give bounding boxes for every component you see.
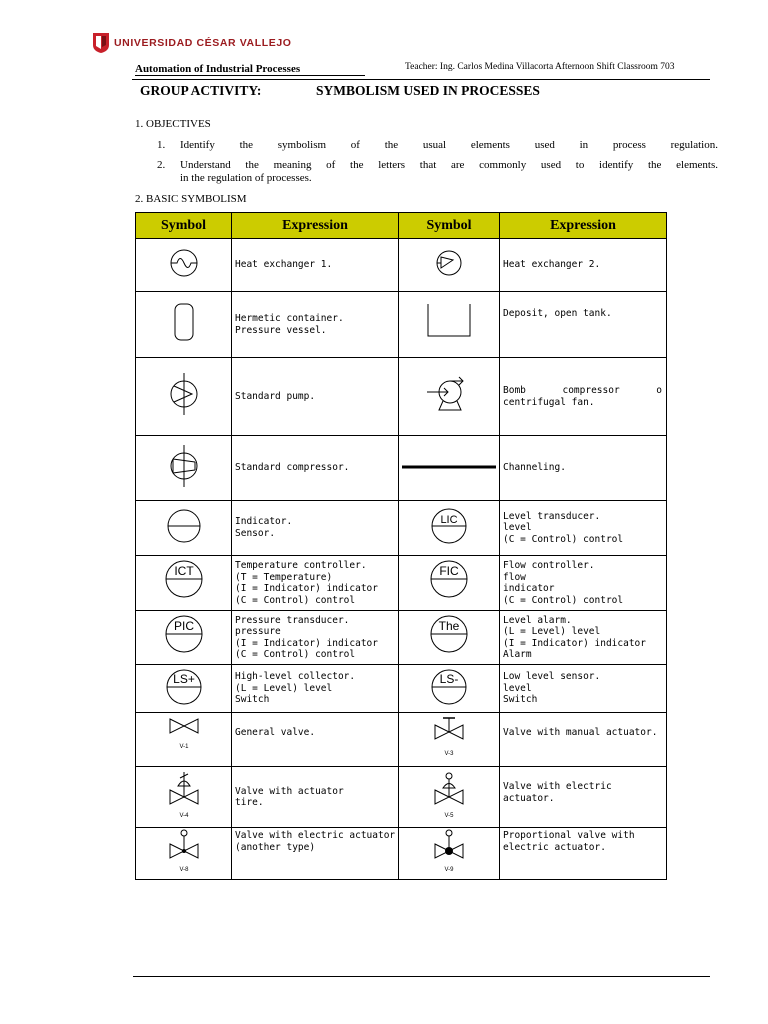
expression-line: Valve with manual actuator.	[503, 727, 658, 738]
objective-text: Understand the meaning of the letters that are commonly used to identify the elements.	[180, 159, 718, 171]
expression-line: Valve with electric actuator.	[503, 781, 612, 804]
teacher-info: Teacher: Ing. Carlos Medina Villacorta Afternoon Shift Classroom 703	[405, 62, 675, 72]
column-header-expression: Expression	[232, 213, 399, 239]
expression-line: (I = Indicator) indicator	[235, 637, 378, 649]
temperature-controller-icon	[163, 558, 205, 600]
expression-cell	[232, 556, 399, 611]
expression-line: (I = Indicator) indicator	[235, 583, 378, 594]
symbol-cell	[399, 665, 500, 713]
expression-cell	[232, 358, 399, 436]
table-row	[136, 713, 667, 767]
expression-line: Level alarm.	[503, 614, 572, 626]
column-header-symbol: Symbol	[399, 213, 500, 239]
proportional-valve-icon	[429, 828, 469, 874]
lic-tag: LIC	[440, 513, 458, 526]
course-name: Automation of Industrial Processes	[135, 63, 301, 75]
expression-line: tire.	[235, 797, 264, 808]
expression-line: (C = Control) control	[503, 594, 624, 606]
heat-exchanger-1-icon	[164, 246, 204, 280]
expression-line: Channeling.	[503, 462, 566, 474]
symbol-cell	[399, 501, 500, 556]
symbol-cell	[136, 713, 232, 767]
expression-line: Switch	[235, 694, 270, 706]
objectives-heading: 1. OBJECTIVES	[135, 118, 211, 130]
expression-line: Standard pump.	[235, 390, 316, 402]
expression-cell	[232, 501, 399, 556]
pic-tag: PIC	[173, 619, 194, 633]
the-tag: The	[438, 619, 460, 633]
expression-cell	[232, 611, 399, 665]
table-row	[136, 292, 667, 358]
header-rule	[132, 79, 710, 80]
expression-line: High-level collector.	[235, 671, 356, 683]
manual-actuator-valve-icon	[429, 715, 469, 761]
fic-tag: FIC	[439, 564, 459, 578]
expression-cell	[500, 239, 667, 292]
centrifugal-fan-icon	[419, 370, 479, 418]
expression-line: (C = Control) control	[235, 594, 356, 606]
low-level-sensor-icon	[428, 667, 470, 707]
high-level-switch-icon	[163, 667, 205, 707]
expression-cell	[232, 828, 399, 880]
expression-line: Switch	[503, 694, 538, 706]
electric-actuator-valve-alt-icon	[164, 828, 204, 874]
pressure-vessel-icon	[169, 300, 199, 344]
channeling-line-icon	[400, 462, 498, 472]
symbol-cell	[136, 611, 232, 665]
general-valve-icon	[164, 715, 204, 753]
expression-line: Bomb compressor o	[503, 385, 662, 396]
symbol-cell	[136, 556, 232, 611]
table-row	[136, 239, 667, 292]
objective-item	[157, 139, 718, 152]
ls-minus-tag: LS-	[439, 672, 459, 686]
objective-number: 1.	[157, 139, 166, 151]
expression-line: Temperature controller.	[235, 560, 367, 571]
level-alarm-icon	[428, 613, 470, 655]
valve-tag: V-3	[444, 751, 454, 757]
ls-plus-tag: LS+	[172, 672, 195, 686]
symbol-cell	[399, 611, 500, 665]
expression-line: Valve with actuator	[235, 785, 344, 797]
expression-line: Standard compressor.	[235, 462, 350, 474]
pneumatic-actuator-valve-icon	[164, 770, 204, 820]
expression-cell	[232, 436, 399, 501]
table-row	[136, 665, 667, 713]
table-row	[136, 611, 667, 665]
symbol-cell	[399, 713, 500, 767]
expression-line: (C = Control) control	[503, 533, 624, 545]
expression-cell	[500, 501, 667, 556]
table-row	[136, 556, 667, 611]
expression-cell	[500, 556, 667, 611]
valve-tag: V-9	[444, 867, 454, 873]
expression-line: Heat exchanger 2.	[503, 259, 601, 271]
expression-line: Sensor.	[235, 527, 276, 539]
university-logo	[92, 32, 292, 54]
expression-line: (another type)	[235, 841, 316, 853]
standard-pump-icon	[162, 371, 206, 417]
indicator-sensor-icon	[164, 507, 204, 545]
page-title: SYMBOLISM USED IN PROCESSES	[316, 83, 540, 98]
expression-cell	[232, 665, 399, 713]
expression-line: Heat exchanger 1.	[235, 259, 333, 271]
symbol-cell	[399, 436, 500, 501]
column-header-symbol: Symbol	[136, 213, 232, 239]
symbol-cell	[136, 501, 232, 556]
basic-symbolism-heading: 2. BASIC SYMBOLISM	[135, 193, 247, 205]
expression-line: electric actuator.	[503, 841, 606, 853]
table-row	[136, 358, 667, 436]
university-shield-icon	[92, 32, 110, 54]
expression-line: level	[503, 522, 532, 534]
symbol-cell	[136, 828, 232, 880]
symbol-cell	[399, 358, 500, 436]
expression-line: General valve.	[235, 727, 316, 738]
symbol-cell	[399, 556, 500, 611]
expression-line: Valve with electric actuator	[235, 830, 396, 841]
expression-line: Level transducer.	[503, 510, 601, 522]
expression-cell	[500, 292, 667, 358]
activity-label: GROUP ACTIVITY:	[140, 83, 262, 98]
university-name: UNIVERSIDAD CÉSAR VALLEJO	[114, 37, 292, 49]
symbol-cell	[136, 292, 232, 358]
table-row	[136, 767, 667, 828]
heat-exchanger-2-icon	[429, 246, 469, 280]
table-header-row	[136, 213, 667, 239]
level-transducer-icon	[429, 506, 469, 546]
table-row	[136, 828, 667, 880]
expression-cell	[500, 828, 667, 880]
expression-cell	[232, 292, 399, 358]
symbol-cell	[136, 767, 232, 828]
symbol-table	[135, 212, 667, 880]
expression-line: centrifugal fan.	[503, 396, 595, 408]
table-row	[136, 501, 667, 556]
symbol-cell	[399, 239, 500, 292]
standard-compressor-icon	[162, 443, 206, 489]
expression-line: Proportional valve with	[503, 830, 635, 841]
expression-line: indicator	[503, 583, 555, 594]
expression-line: Flow controller.	[503, 560, 595, 571]
expression-cell	[500, 436, 667, 501]
expression-line: (L = Level) level	[503, 626, 601, 637]
expression-line: (T = Temperature)	[235, 571, 333, 583]
expression-line: (C = Control) control	[235, 649, 356, 660]
expression-line: Indicator.	[235, 516, 293, 527]
expression-line: (I = Indicator) indicator	[503, 637, 646, 649]
symbol-cell	[136, 239, 232, 292]
valve-tag: V-8	[178, 867, 189, 873]
expression-line: flow	[503, 571, 526, 583]
expression-line: Alarm	[503, 649, 532, 660]
column-header-expression: Expression	[500, 213, 667, 239]
objective-text-continued: in the regulation of processes.	[180, 172, 312, 184]
expression-cell	[500, 611, 667, 665]
open-tank-icon	[414, 300, 484, 344]
electric-actuator-valve-icon	[429, 770, 469, 820]
expression-line: pressure	[235, 626, 281, 637]
expression-line: Deposit, open tank.	[503, 308, 612, 319]
valve-tag: V-1	[178, 744, 189, 750]
symbol-cell	[399, 292, 500, 358]
footer-rule	[133, 976, 710, 977]
objective-item	[157, 159, 718, 185]
ict-tag: ICT	[173, 564, 194, 578]
flow-controller-icon	[428, 558, 470, 600]
objective-number: 2.	[157, 159, 166, 171]
expression-cell	[500, 713, 667, 767]
expression-line: Pressure vessel.	[235, 324, 327, 336]
expression-line: Low level sensor.	[503, 671, 601, 683]
expression-cell	[232, 713, 399, 767]
expression-cell	[500, 358, 667, 436]
expression-line: Hermetic container.	[235, 313, 344, 324]
symbol-cell	[136, 665, 232, 713]
expression-cell	[500, 767, 667, 828]
symbol-cell	[399, 767, 500, 828]
expression-line: (L = Level) level	[235, 682, 333, 694]
course-underline	[135, 75, 365, 76]
expression-line: Pressure transducer.	[235, 614, 350, 626]
expression-cell	[232, 239, 399, 292]
table-row	[136, 436, 667, 501]
objective-text: Identify the symbolism of the usual elements used in process regulation.	[180, 139, 718, 151]
expression-cell	[500, 665, 667, 713]
expression-cell	[232, 767, 399, 828]
symbol-cell	[136, 436, 232, 501]
valve-tag: V-5	[444, 812, 454, 819]
symbol-cell	[399, 828, 500, 880]
symbol-cell	[136, 358, 232, 436]
valve-tag: V-4	[178, 812, 189, 819]
pressure-transducer-icon	[163, 613, 205, 655]
expression-line: level	[503, 682, 532, 694]
